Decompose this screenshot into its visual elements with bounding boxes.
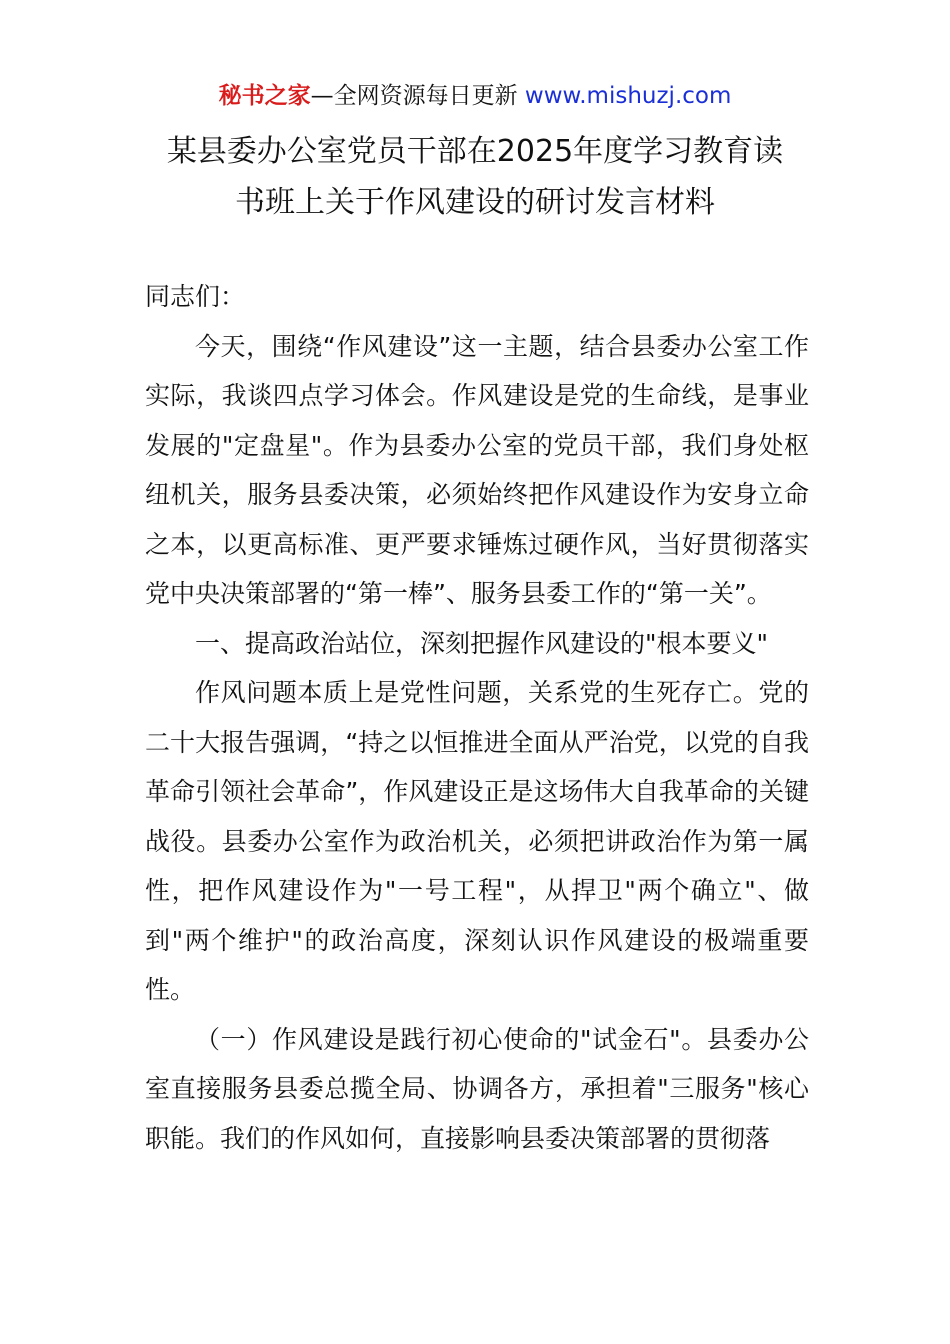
paragraph-section-1: 作风问题本质上是党性问题，关系党的生死存亡。党的二十大报告强调，“持之以恒推进全面从严治党，以党的自我革命引领社会革命”，作风建设正是这场伟大自我革命的关键战役。县委办公室作为政治机关，必须把讲政治作为第一属性，把作风建设作为"一号工程"，从捍卫"两个确立"、做到"两个维护"的政治高度，深刻认识作风建设的极端重要性。 bbox=[145, 678, 809, 1004]
section-heading-1: 一、提高政治站位，深刻把握作风建设的"根本要义" bbox=[195, 628, 769, 658]
title-line-2: 书班上关于作风建设的研讨发言材料 bbox=[235, 185, 715, 220]
site-header bbox=[0, 80, 950, 112]
site-url-link[interactable]: www.mishuzj.com bbox=[524, 83, 732, 109]
title-line-1: 某县委办公室党员干部在2025年度学习教育读 bbox=[166, 134, 784, 169]
document-title bbox=[110, 126, 840, 228]
salutation: 同志们： bbox=[145, 282, 246, 311]
paragraph-intro: 今天，围绕“作风建设”这一主题，结合县委办公室工作实际，我谈四点学习体会。作风建设是党的生命线，是事业发展的"定盘星"。作为县委办公室的党员干部，我们身处枢纽机关，服务县委决策，必须始终把作风建设作为安身立命之本，以更高标准、更严要求锤炼过硬作风，当好贯彻落实党中央决策部署的“第一棒”、服务县委工作的“第一关”。 bbox=[145, 331, 809, 608]
brand-name: 秘书之家 bbox=[218, 83, 311, 109]
document-body bbox=[145, 272, 809, 1163]
header-slogan: —全网资源每日更新 bbox=[310, 83, 525, 109]
paragraph-subsection-1: （一）作风建设是践行初心使命的"试金石"。县委办公室直接服务县委总揽全局、协调各方，承担着"三服务"核心职能。我们的作风如何，直接影响县委决策部署的贯彻落 bbox=[145, 1024, 809, 1153]
